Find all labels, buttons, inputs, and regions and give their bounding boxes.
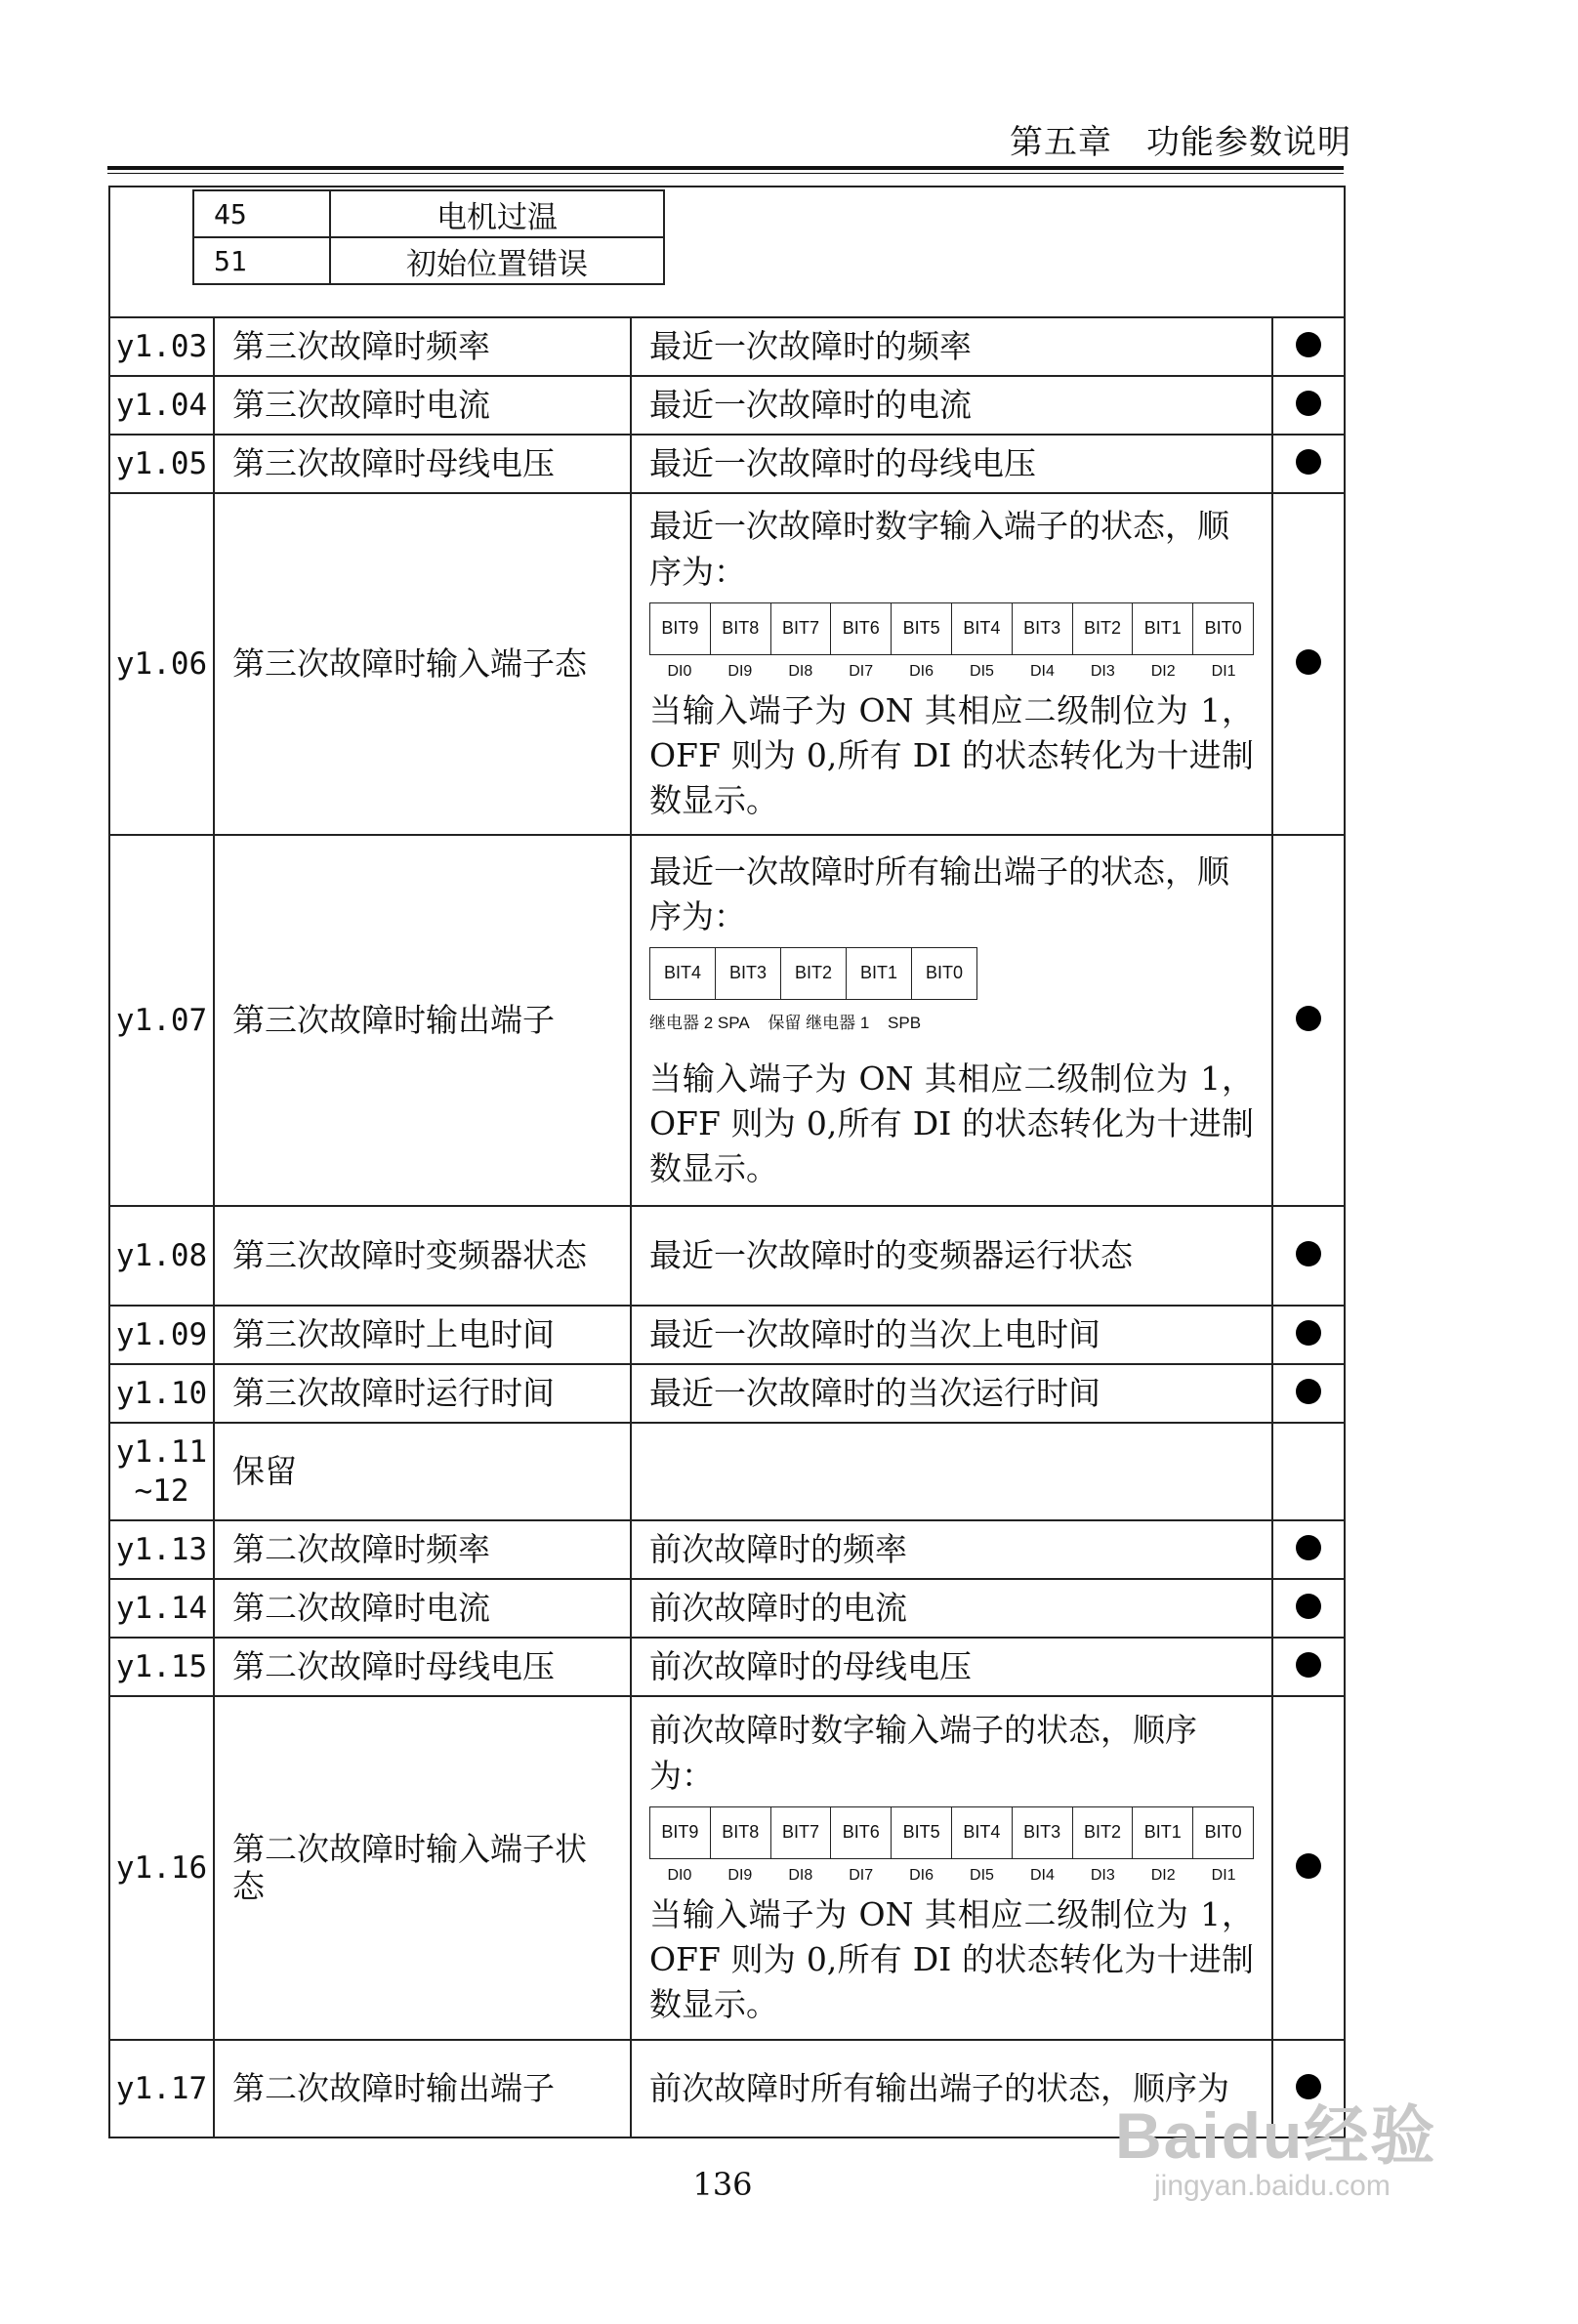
param-name: 第三次故障时变频器状态 <box>214 1206 631 1306</box>
bit-cell: BIT9 <box>650 602 711 654</box>
attr-cell <box>1272 376 1345 435</box>
filled-dot-icon <box>1296 1320 1321 1346</box>
param-code: y1.15 <box>109 1638 214 1696</box>
param-desc: 前次故障时的母线电压 <box>631 1638 1272 1696</box>
bit-row <box>650 948 977 1000</box>
fault-desc: 初始位置错误 <box>330 237 664 284</box>
filled-dot-icon <box>1296 391 1321 416</box>
input-bit-table <box>649 1806 1254 1859</box>
desc-note: 当输入端子为 ON 其相应二级制位为 1，OFF 则为 0,所有 DI 的状态转化为十进制数显示。 <box>649 691 1254 820</box>
desc-intro: 最近一次故障时数字输入端子的状态，顺序为： <box>649 507 1229 591</box>
param-code: y1.03 <box>109 317 214 376</box>
fault-code-table <box>192 189 665 285</box>
filled-dot-icon <box>1296 332 1321 357</box>
bit-cell: BIT3 <box>716 948 781 1000</box>
watermark-url: jingyan.baidu.com <box>1154 2170 1391 2202</box>
attr-cell <box>1272 1638 1345 1696</box>
bit-label: 保留 继电器 1 <box>768 1014 870 1032</box>
bit-label: DI3 <box>1090 662 1115 680</box>
filled-dot-icon <box>1296 1379 1321 1404</box>
bit-cell: BIT4 <box>951 1806 1012 1858</box>
bit-cell: BIT1 <box>1133 1806 1193 1858</box>
table-row <box>109 1579 1345 1638</box>
bit-cell: BIT0 <box>912 948 977 1000</box>
attr-cell <box>1272 1520 1345 1579</box>
attr-cell <box>1272 1579 1345 1638</box>
param-name: 第三次故障时输入端子态 <box>214 493 631 835</box>
filled-dot-icon <box>1296 1652 1321 1678</box>
param-code: y1.07 <box>109 835 214 1206</box>
filled-dot-icon <box>1296 1535 1321 1560</box>
filled-dot-icon <box>1296 449 1321 475</box>
bit-row <box>650 602 1254 654</box>
filled-dot-icon <box>1296 1006 1321 1031</box>
param-desc <box>631 1423 1272 1520</box>
table-row <box>109 435 1345 493</box>
fault-desc: 电机过温 <box>330 190 664 237</box>
param-code: y1.16 <box>109 1696 214 2040</box>
param-name: 第三次故障时输出端子 <box>214 835 631 1206</box>
param-name: 第二次故障时电流 <box>214 1579 631 1638</box>
bit-cell: BIT7 <box>770 602 831 654</box>
param-name: 第三次故障时电流 <box>214 376 631 435</box>
filled-dot-icon <box>1296 1853 1321 1879</box>
param-code: y1.04 <box>109 376 214 435</box>
attr-cell <box>1272 493 1345 835</box>
param-name: 第三次故障时上电时间 <box>214 1306 631 1364</box>
bit-label: DI8 <box>788 662 813 680</box>
param-code: y1.09 <box>109 1306 214 1364</box>
table-row <box>109 1206 1345 1306</box>
attr-cell <box>1272 835 1345 1206</box>
bit-cell: BIT7 <box>770 1806 831 1858</box>
input-bit-table <box>649 602 1254 655</box>
param-code: y1.08 <box>109 1206 214 1306</box>
bit-cell: BIT2 <box>1072 602 1133 654</box>
bit-label: 继电器 2 SPA <box>649 1014 750 1032</box>
bit-cell: BIT1 <box>847 948 912 1000</box>
param-code: y1.17 <box>109 2040 214 2137</box>
table-row <box>109 493 1345 835</box>
filled-dot-icon <box>1296 1241 1321 1266</box>
bit-cell: BIT5 <box>892 1806 952 1858</box>
param-name: 第三次故障时运行时间 <box>214 1364 631 1423</box>
param-name: 第二次故障时输出端子 <box>214 2040 631 2137</box>
bit-label: DI5 <box>970 662 994 680</box>
bit-cell: BIT2 <box>1072 1806 1133 1858</box>
bit-cell: BIT5 <box>892 602 952 654</box>
param-code: y1.13 <box>109 1520 214 1579</box>
bit-label: DI5 <box>970 1866 994 1884</box>
bit-label: DI1 <box>1211 662 1236 680</box>
bit-cell: BIT8 <box>710 1806 770 1858</box>
bit-cell: BIT3 <box>1012 1806 1072 1858</box>
desc-intro: 最近一次故障时所有输出端子的状态，顺序为： <box>649 851 1229 935</box>
bit-cell: BIT0 <box>1193 1806 1254 1858</box>
bit-label: DI9 <box>727 1866 753 1884</box>
desc-note: 当输入端子为 ON 其相应二级制位为 1，OFF 则为 0,所有 DI 的状态转化为十进制数显示。 <box>649 1895 1254 2024</box>
table-row <box>109 1520 1345 1579</box>
bit-label: DI1 <box>1211 1866 1236 1884</box>
attr-cell <box>1272 1423 1345 1520</box>
param-desc: 最近一次故障时的母线电压 <box>631 435 1272 493</box>
attr-cell <box>1272 317 1345 376</box>
table-row <box>109 1638 1345 1696</box>
param-code: y1.05 <box>109 435 214 493</box>
parameter-table <box>108 186 1346 2138</box>
bit-label: DI6 <box>909 662 934 680</box>
param-name: 第三次故障时母线电压 <box>214 435 631 493</box>
bit-label: DI4 <box>1029 1866 1055 1884</box>
watermark <box>1115 2084 1437 2202</box>
bit-label: DI2 <box>1150 662 1176 680</box>
bit-cell: BIT9 <box>650 1806 711 1858</box>
bit-labels <box>649 1865 1254 1887</box>
param-desc: 前次故障时所有输出端子的状态，顺序为 <box>631 2040 1272 2137</box>
attr-cell <box>1272 1206 1345 1306</box>
param-desc: 前次故障时的电流 <box>631 1579 1272 1638</box>
bit-label: DI4 <box>1029 662 1055 680</box>
param-desc: 最近一次故障时的当次上电时间 <box>631 1306 1272 1364</box>
bit-cell: BIT2 <box>781 948 847 1000</box>
param-desc: 最近一次故障时的电流 <box>631 376 1272 435</box>
param-desc: 最近一次故障时的当次运行时间 <box>631 1364 1272 1423</box>
attr-cell <box>1272 1696 1345 2040</box>
bit-label: DI9 <box>727 662 753 680</box>
param-name: 第二次故障时输入端子状态 <box>214 1696 631 2040</box>
table-row <box>109 835 1345 1206</box>
param-desc: 最近一次故障时的频率 <box>631 317 1272 376</box>
fault-code: 45 <box>193 190 330 237</box>
chapter-header: 第五章 功能参数说明 <box>1010 123 1351 162</box>
output-bit-table <box>649 947 977 1000</box>
table-row <box>109 1696 1345 2040</box>
bit-cell: BIT4 <box>951 602 1012 654</box>
desc-note: 当输入端子为 ON 其相应二级制位为 1，OFF 则为 0,所有 DI 的状态转化为十进制数显示。 <box>649 1058 1254 1188</box>
param-desc <box>631 835 1272 1206</box>
header-rule <box>107 166 1344 170</box>
param-desc <box>631 1696 1272 2040</box>
bit-label: DI0 <box>667 1866 692 1884</box>
bit-label: DI0 <box>667 662 692 680</box>
bit-cell: BIT6 <box>831 1806 892 1858</box>
watermark-brand: Baidu经验 <box>1115 2099 1437 2172</box>
table-row <box>109 1306 1345 1364</box>
bit-label: DI8 <box>788 1866 813 1884</box>
table-row <box>109 376 1345 435</box>
bit-cell: BIT0 <box>1193 602 1254 654</box>
param-code: y1.11 ~12 <box>109 1423 214 1520</box>
table-row <box>109 1364 1345 1423</box>
output-bit-labels <box>649 1012 1254 1035</box>
param-code: y1.14 <box>109 1579 214 1638</box>
desc-intro: 前次故障时数字输入端子的状态，顺序为： <box>649 1711 1197 1795</box>
attr-cell <box>1272 1364 1345 1423</box>
fault-row <box>193 237 664 284</box>
fault-code-row <box>109 187 1345 317</box>
bit-cell: BIT3 <box>1012 602 1072 654</box>
bit-row <box>650 1806 1254 1858</box>
bit-label: SPB <box>888 1014 922 1032</box>
bit-label: DI7 <box>849 1866 874 1884</box>
bit-labels <box>649 661 1254 683</box>
attr-cell <box>1272 1306 1345 1364</box>
filled-dot-icon <box>1296 1594 1321 1619</box>
page-number: 136 <box>692 2166 753 2203</box>
param-desc: 前次故障时的频率 <box>631 1520 1272 1579</box>
header-rule-thin <box>107 173 1344 174</box>
param-desc: 最近一次故障时的变频器运行状态 <box>631 1206 1272 1306</box>
fault-code: 51 <box>193 237 330 284</box>
bit-label: DI7 <box>849 662 874 680</box>
bit-cell: BIT4 <box>650 948 716 1000</box>
bit-label: DI3 <box>1090 1866 1115 1884</box>
table-row <box>109 1423 1345 1520</box>
table-row <box>109 317 1345 376</box>
attr-cell <box>1272 435 1345 493</box>
param-name: 保留 <box>214 1423 631 1520</box>
param-code: y1.10 <box>109 1364 214 1423</box>
param-name: 第三次故障时频率 <box>214 317 631 376</box>
bit-cell: BIT8 <box>710 602 770 654</box>
bit-label: DI2 <box>1150 1866 1176 1884</box>
bit-cell: BIT1 <box>1133 602 1193 654</box>
fault-row <box>193 190 664 237</box>
filled-dot-icon <box>1296 649 1321 675</box>
bit-label: DI6 <box>909 1866 934 1884</box>
param-name: 第二次故障时频率 <box>214 1520 631 1579</box>
bit-cell: BIT6 <box>831 602 892 654</box>
param-code: y1.06 <box>109 493 214 835</box>
param-name: 第二次故障时母线电压 <box>214 1638 631 1696</box>
param-desc <box>631 493 1272 835</box>
